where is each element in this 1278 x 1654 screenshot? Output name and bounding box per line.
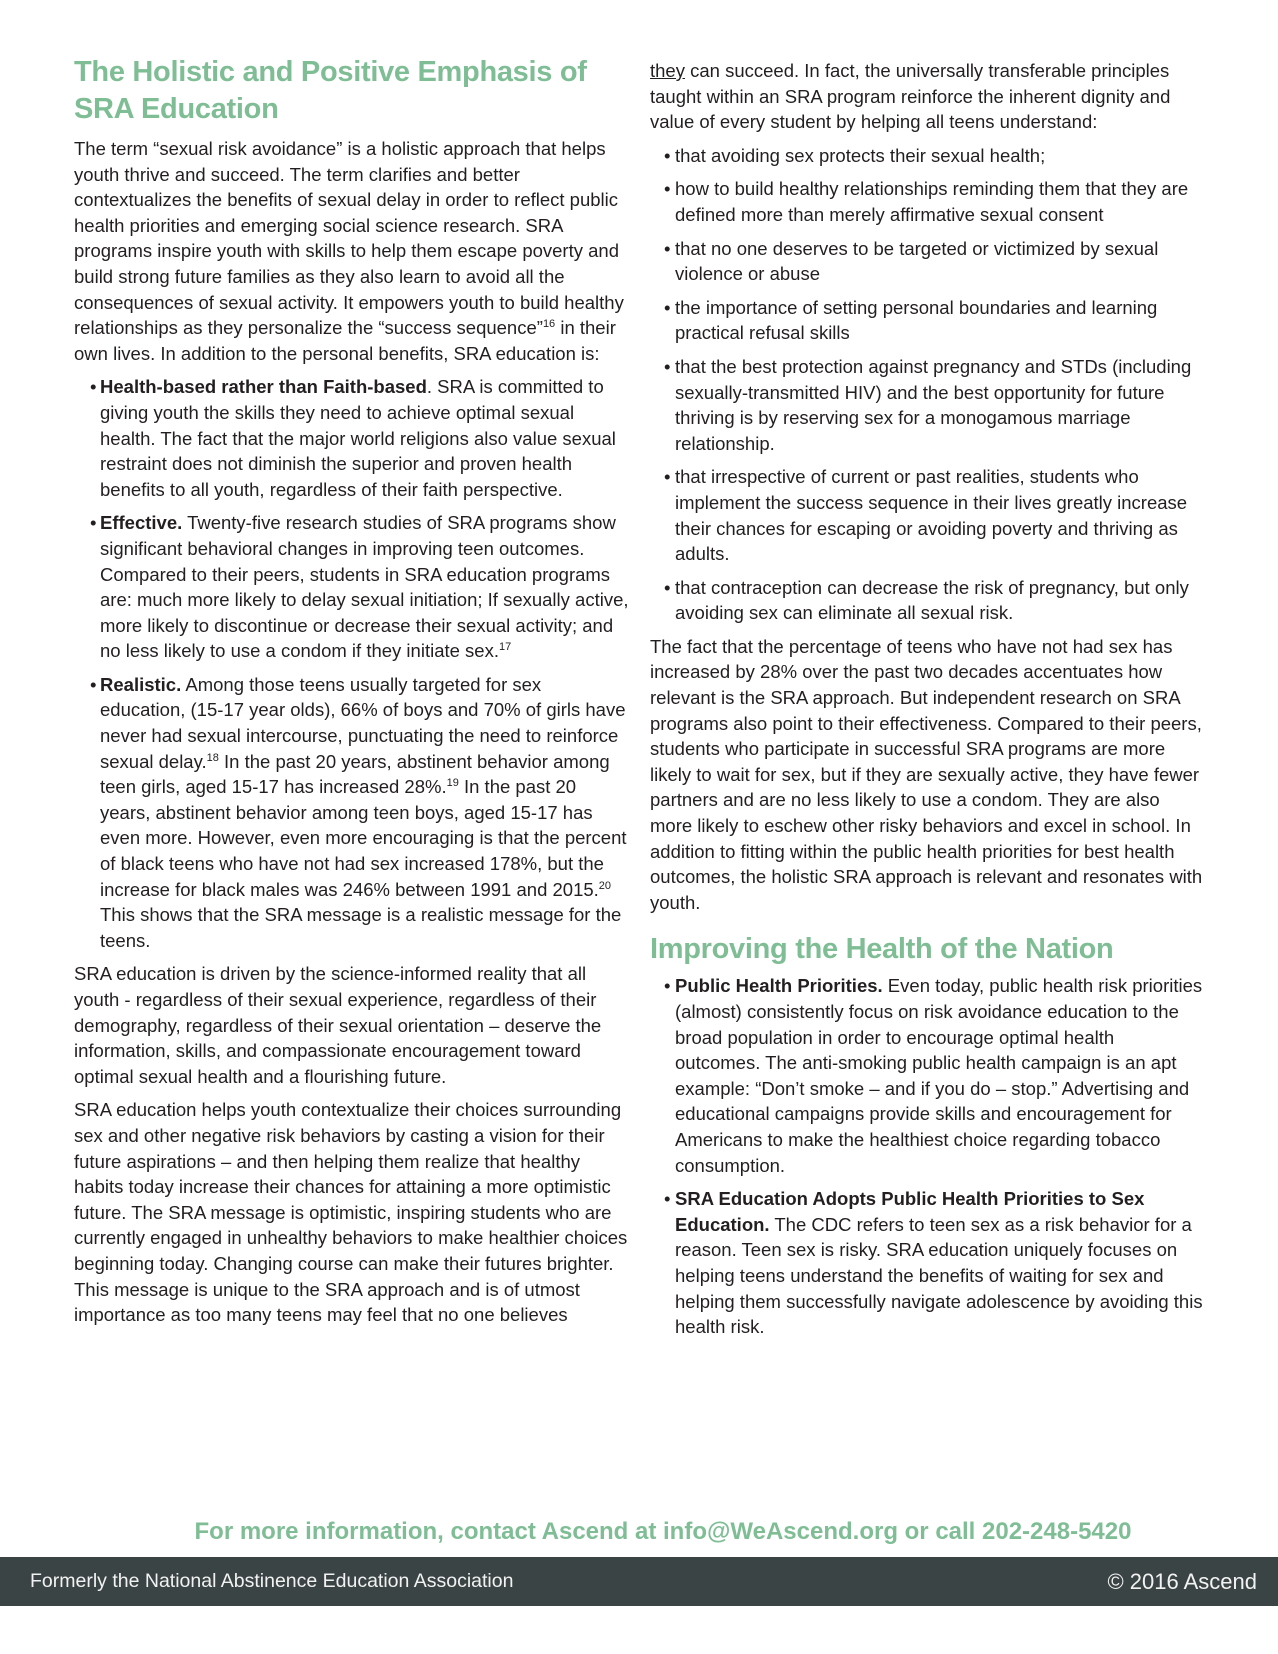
footnote-ref-19: 19 xyxy=(446,777,459,790)
section-heading-health-of-nation: Improving the Health of the Nation xyxy=(650,933,1114,966)
left-column xyxy=(74,54,630,1336)
section-heading-holistic-emphasis: The Holistic and Positive Emphasis of SRA Education xyxy=(74,56,587,125)
list-item-lead: Realistic. xyxy=(100,673,182,695)
copyright-text: © 2016 Ascend xyxy=(1107,1569,1257,1594)
footnote-ref-18: 18 xyxy=(206,751,219,764)
intro-paragraph xyxy=(74,136,630,366)
underlined-word: they xyxy=(650,60,685,81)
footnote-ref-16: 16 xyxy=(542,318,556,331)
list-item-sra-adopts-priorities xyxy=(650,1186,1204,1340)
footnote-ref-20: 20 xyxy=(598,879,612,892)
sra-benefits-list xyxy=(74,374,630,953)
list-item-text: Twenty-five research studies of SRA programs show significant behavioral changes in improving teen outcomes. Compared to their peers, students in SRA education programs are: much more likely to delay sexual initiation; If sexually active, more likely to discontinue or decrease their sexual activity; and no less likely to use a condom if they initiate sex. xyxy=(100,512,629,662)
list-item-text: The CDC refers to teen sex as a risk behavior for a reason. Teen sex is risky. SRA education uniquely focuses on helping teens understand the benefits of waiting for sex and helping them successfully navigate adolescence by avoiding this health risk. xyxy=(675,1213,1203,1338)
list-item-lead: Effective. xyxy=(100,512,183,534)
list-item-text: . SRA is committed to giving youth the skills they need to achieve optimal sexual health. The fact that the major world religions also value sexual restraint does not diminish the superior and proven health benefits to all youth, regardless of their faith perspective. xyxy=(100,376,616,500)
list-item: • that irrespective of current or past realities, students who implement the success sequence in their lives greatly increase their chances for escaping or avoiding poverty and thriving as adults. xyxy=(650,464,1204,566)
continuation-text: can succeed. In fact, the universally transferable principles taught within an SRA program reinforce the inherent dignity and value of every student by helping all teens understand: xyxy=(650,60,1171,133)
list-item: • that contraception can decrease the risk of pregnancy, but only avoiding sex can eliminate all sexual risk. xyxy=(650,575,1204,626)
list-item: • the importance of setting personal boundaries and learning practical refusal skills xyxy=(650,295,1204,346)
paragraph-percentage-increase: The fact that the percentage of teens who have not had sex has increased by 28% over the past two decades accentuates how relevant is the SRA approach. But independent research on SRA programs also point to their effectiveness. Compared to their peers, students who participate in successful SRA programs are more likely to wait for sex, but if they are sexually active, they have fewer partners and are no less likely to use a condom. They are also more likely to eschew other risky behaviors and excel in school. In addition to fitting within the public health priorities for best health outcomes, the holistic SRA approach is relevant and resonates with youth. xyxy=(650,635,1203,913)
list-item-text: This shows that the SRA message is a realistic message for the teens. xyxy=(100,904,622,951)
footer-bar xyxy=(0,1557,1278,1606)
health-priorities-list xyxy=(650,973,1204,1339)
list-item-realistic xyxy=(74,672,630,954)
right-column xyxy=(650,58,1204,1348)
list-item: • that avoiding sex protects their sexual health; xyxy=(650,143,1204,169)
list-item-text: Among those teens usually targeted for sex education, (15-17 year olds), 66% of boys and 70% of girls have never had sexual intercourse, punctuating the need to reinforce sexual delay. xyxy=(100,673,626,772)
paragraph-science-informed: SRA education is driven by the science-informed reality that all youth - regardless of their sexual experience, regardless of their demography, regardless of their sexual orientation – deserve the information, skills, and compassionate encouragement toward optimal sexual health and a flourishing future. xyxy=(74,963,602,1087)
formerly-text: Formerly the National Abstinence Education Association xyxy=(30,1570,514,1592)
teens-understand-list xyxy=(650,143,1204,626)
list-item-health-based xyxy=(74,374,630,502)
list-item-public-health-priorities xyxy=(650,973,1204,1178)
list-item-effective xyxy=(74,510,630,664)
list-item: • how to build healthy relationships reminding them that they are defined more than merely affirmative sexual consent xyxy=(650,176,1204,227)
paragraph-continuation xyxy=(650,58,1204,135)
list-item: • that the best protection against pregnancy and STDs (including sexually-transmitted HIV) and the best opportunity for future thriving is by reserving sex for a monogamous marriage relationship. xyxy=(650,354,1204,456)
footnote-ref-17: 17 xyxy=(498,641,512,654)
paragraph-contextualize-choices: SRA education helps youth contextualize their choices surrounding sex and other negative risk behaviors by casting a vision for their future aspirations – and then helping them realize that healthy habits today increase their chances for attaining a more optimistic future. The SRA message is optimistic, inspiring students who are currently engaged in unhealthy behaviors to make healthier choices beginning today. Changing course can make their futures brighter. This message is unique to the SRA approach and is of utmost importance as too many teens may feel that no one believes xyxy=(74,1099,628,1326)
list-item-text: In the past 20 years, abstinent behavior among teen girls, aged 15-17 has increased 28%. xyxy=(100,750,610,798)
intro-text-after: in their own lives. In addition to the personal benefits, SRA education is: xyxy=(74,317,616,364)
list-item: • that no one deserves to be targeted or victimized by sexual violence or abuse xyxy=(650,236,1204,287)
list-item-text: Even today, public health risk priorities (almost) consistently focus on risk avoidance education to the broad population in order to encourage optimal health outcomes. The anti-smoking public health campaign is an apt example: “Don’t smoke – and if you do – stop.” Advertising and educational campaigns provide skills and encouragement for Americans to make the healthiest choice regarding tobacco consumption. xyxy=(675,975,1203,1176)
list-item-text: In the past 20 years, abstinent behavior among teen boys, aged 15-17 has even more. However, even more encouraging is that the percent of black teens who have not had sex increased 178%, but the increase for black males was 246% between 1991 and 2015. xyxy=(100,776,627,900)
list-item-lead: SRA Education Adopts Public Health Priorities to Sex Education. xyxy=(675,1188,1145,1235)
list-item-lead: Health-based rather than Faith-based xyxy=(100,376,427,398)
intro-text: The term “sexual risk avoidance” is a holistic approach that helps youth thrive and succeed. The term clarifies and better contextualizes the benefits of sexual delay in order to reflect public health priorities and emerging social science research. SRA programs inspire youth with skills to help them escape poverty and build strong future families as they also learn to avoid all the consequences of sexual activity. It empowers youth to build healthy relationships as they personalize the “success sequence” xyxy=(74,138,624,339)
list-item-lead: Public Health Priorities. xyxy=(675,975,883,997)
contact-info-line: For more information, contact Ascend at info@WeAscend.org or call 202-248-5420 xyxy=(194,1518,1132,1545)
